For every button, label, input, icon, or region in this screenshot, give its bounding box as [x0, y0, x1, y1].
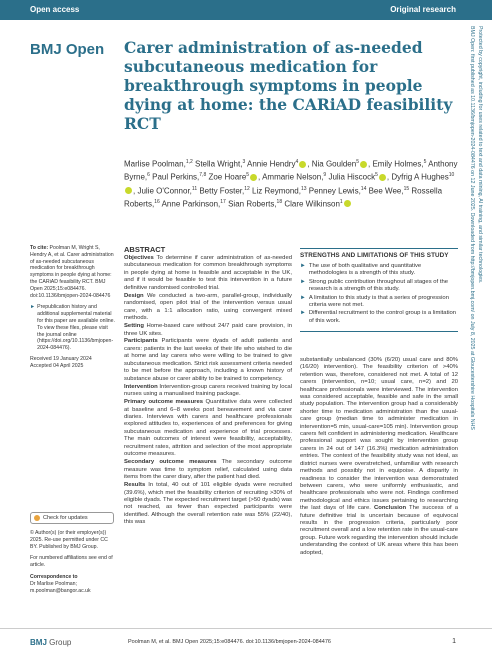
author-name: Stella Wright,: [195, 159, 243, 169]
abstract-section-label: Setting: [124, 323, 144, 330]
affiliations-note: For numbered affiliations see end of article.: [30, 555, 113, 569]
orcid-icon[interactable]: [299, 161, 306, 168]
orcid-icon[interactable]: [344, 200, 351, 207]
abstract-section-text: Intervention-group carers received training by local nurses using a manualised training package.: [124, 383, 292, 398]
abstract-section-label: Results: [124, 482, 146, 489]
author-affiliation: 15: [403, 185, 410, 192]
correspondence-label: Correspondence to: [30, 573, 78, 580]
author-name: Nia Goulden: [311, 159, 357, 169]
vertical-margin-notice: [463, 26, 487, 626]
sidebar-notes: [30, 530, 116, 599]
abstract-section-text: Home-based care without 24/7 paid care provision, in three UK sites.: [124, 323, 292, 337]
page-footer: [0, 628, 492, 655]
abstract-section: [124, 255, 292, 292]
abstract-section-text: Quantitative data were collected at baseline and 6–8 weeks post bereavement and via carer diaries. Interviews with carers and healthcare professionals explored attitudes to, experiences of and preferences for giving subcutaneous medication and experience of trial processes. The main outcomes of interest were feasibility, acceptability, recruitment rates, attrition and selection of the most appropriate outcome measures.: [124, 399, 292, 458]
abstract-section: [124, 293, 292, 323]
triangle-bullet-icon: ►: [30, 304, 36, 311]
bmj-group-logo: [30, 638, 71, 647]
key-point-text: Differential recruitment to the control group is a limitation of this work.: [308, 310, 457, 324]
accepted-date: Accepted 04 April 2025: [30, 362, 84, 369]
abstract-section: [124, 482, 292, 527]
top-banner: [0, 0, 492, 20]
author-name: Dyfrig A Hughes: [391, 172, 449, 182]
author-affiliation: 6: [147, 172, 150, 179]
open-access-label: Open access: [30, 5, 80, 14]
key-point-text: The use of both qualitative and quantitative methodologies is a strength of this study.: [308, 263, 422, 277]
orcid-icon[interactable]: [379, 174, 386, 181]
author-affiliation: 12: [244, 185, 250, 192]
abstract-section: [124, 338, 292, 383]
logo-rest: Group: [46, 638, 72, 647]
abstract-section-label: Intervention: [124, 383, 158, 390]
author-list: Marlise Poolman,$^{1,2}$ Stella Wright,$^3$ Annie Hendry$^4$ , Nia Goulden$^5$ , Emily Holmes,$^5$ Anthony Byrne,$^6$ Paul Perkins,$^{7,8}$ Zoe Hoare$^5$ , Ammarie Nelson,$^9$ Julia Hiscock$^5$ , Dyfrig A Hughes$^{10}$, Julie O'Connor,$^{11}$ Betty Foster,$^{12}$ Liz Reymond,$^{13}$ Penney Lewis,$^{14}$ Bee Wee,$^{15}$ Rossella Roberts,$^{16}$ Anne Parkinson,$^{17}$ Sian Roberts,$^{18}$ Clare Wilkinson$^1$: [124, 159, 458, 209]
key-point-text: A limitation to this study is that a series of progression criteria were not met.: [308, 294, 449, 309]
author-affiliation: 14: [360, 185, 367, 192]
abstract-section-label: Design: [124, 292, 144, 299]
author-name: Julia Hiscock: [328, 172, 376, 182]
author-name: Rossella Roberts,: [124, 186, 443, 209]
abstract-section: [124, 399, 292, 459]
author-affiliation: 5: [375, 172, 378, 179]
download-notice: BMJ Open: first published as 10.1136/bmjopen-2024-084476 on 12 June 2025. Downloaded from http://bmjopen.bmj.com/ on July 8, 2025 at Gloucestershire Hospitals NHS: [469, 26, 475, 430]
author-affiliation: 5: [246, 172, 250, 179]
article-type-label: Original research: [390, 5, 456, 14]
author-affiliation: 5: [356, 159, 359, 165]
abstract-section-label: Primary outcome measures: [124, 399, 204, 406]
abstract-section: [124, 459, 292, 481]
author-affiliation: 4: [295, 159, 299, 165]
author-name: Penney Lewis,: [308, 186, 361, 196]
conclusion-text: The success of a future definitive trial is uncertain because of equivocal results in the progression criteria, particularly poor recruitment overall and a low retention rate in the usual-care group. Future work regarding the intervention should include understanding the context of UK areas where this has been adopted,: [300, 505, 458, 556]
author-affiliation: 11: [191, 185, 198, 192]
author-affiliation: 9: [323, 172, 327, 179]
triangle-bullet-icon: ►: [300, 310, 306, 317]
key-point-item: [300, 263, 458, 278]
author-name: Bee Wee,: [368, 186, 404, 196]
abstract-section-text: The secondary outcome measure was time to symptom relief, calculated using data items from the carer diary, after the patient had died.: [124, 459, 292, 481]
check-for-updates-button[interactable]: [30, 512, 114, 524]
abstract-section-text: To determine if carer administration of as-needed subcutaneous medication for common breakthrough symptoms in people dying at home is feasible and acceptable in the UK, and if it would be feasible to test this intervention in a future definitive randomised controlled trial.: [124, 255, 292, 291]
cite-label: To cite:: [30, 245, 49, 251]
triangle-bullet-icon: ►: [300, 278, 306, 285]
key-point-item: [300, 279, 458, 294]
correspondence-email[interactable]: m.poolman@bangor.ac.uk: [30, 587, 91, 594]
author-affiliation: 1: [339, 198, 343, 205]
orcid-icon[interactable]: [250, 174, 257, 181]
author-affiliation: 1,2: [185, 159, 193, 165]
prepub-text: Prepublication history and additional supplemental material for this paper are available online. To view these files, please visit the journal online (https://doi.org/10.1136/bmjopen-2024-084476).: [37, 304, 116, 352]
author-name: Anthony Byrne,: [124, 159, 458, 182]
author-name: Marlise Poolman,: [124, 159, 186, 169]
author-affiliation: 3: [242, 159, 246, 165]
author-name: Annie Hendry: [247, 159, 296, 169]
prepub-note: [30, 304, 116, 352]
author-affiliation: 18: [276, 198, 283, 205]
footer-citation: Poolman M, et al. BMJ Open 2025;15:e084476. doi:10.1136/bmjopen-2024-084476: [128, 639, 331, 645]
orcid-icon[interactable]: [360, 161, 367, 168]
box-heading: STRENGTHS AND LIMITATIONS OF THIS STUDY: [300, 252, 449, 259]
author-name: Sian Roberts,: [228, 199, 277, 209]
author-name: Anne Parkinson,: [161, 199, 221, 209]
copyright-note: © Author(s) (or their employer(s)) 2025. Re-use permitted under CC BY. Published by BMJ Group.: [30, 530, 108, 550]
author-affiliation: 7,8: [199, 172, 207, 179]
key-point-item: [300, 295, 458, 310]
abstract-body: [124, 255, 292, 527]
author-name: Julie O'Connor,: [137, 186, 192, 196]
article-title: Carer administration of as-needed subcutaneous medication for breakthrough symptoms in people dying at home: the CARiAD feasibility RCT: [124, 38, 453, 133]
orcid-icon[interactable]: [125, 187, 132, 194]
abstract-continued: [300, 357, 458, 557]
correspondence: [30, 574, 116, 594]
author-affiliation: 13: [300, 185, 307, 192]
check-updates-label: Check for updates: [43, 515, 88, 521]
author-name: Zoe Hoare: [208, 172, 247, 182]
abstract-section-label: Participants: [124, 338, 158, 345]
cite-text: Poolman M, Wright S, Hendry A, et al. Carer administration of as-needed subcutaneous medication for breakthrough symptoms in people dying at home: the CARiAD feasibility RCT. BMJ Open 2025;15:e084476. doi:10.1136/bmjopen-2024-084476: [30, 245, 114, 299]
strengths-limitations-box: [300, 248, 458, 332]
author-affiliation: 10: [448, 172, 455, 179]
author-name: Paul Perkins,: [152, 172, 200, 182]
abstract-section-text: We conducted a two-arm, parallel-group, individually randomised, open pilot trial of the intervention versus usual care, with a 1:1 allocation ratio, using convergent mixed methods.: [124, 292, 292, 322]
abstract-section-label: Secondary outcome measures: [124, 459, 217, 466]
logo-bold: BMJ: [30, 638, 47, 647]
page-number: 1: [452, 638, 456, 645]
author-affiliation: 17: [220, 198, 226, 205]
check-updates-icon: [34, 515, 40, 521]
abstract-section: [124, 384, 292, 399]
conclusion-label: Conclusion: [373, 505, 407, 512]
article-info-sidebar: [30, 245, 116, 370]
abstract-section-label: Objectives: [124, 255, 154, 261]
author-name: Betty Foster,: [199, 186, 245, 196]
key-points-list: [300, 263, 458, 325]
journal-name: BMJ Open: [30, 41, 105, 58]
abstract-section-text: In total, 40 out of 101 eligible dyads were recruited (39.6%), which met the feasibility criterion of recruiting >30% of eligible dyads. The expected recruitment target (>50 dyads) was not reached, as fewer than expected participants were identified. Although the overall retention rate was 55% (22/40), this was: [124, 482, 292, 526]
triangle-bullet-icon: ►: [300, 263, 306, 269]
key-point-text: Strong public contribution throughout all stages of the research is a strength of this study.: [308, 278, 449, 293]
author-name: Emily Holmes,: [372, 159, 424, 169]
author-name: Clare Wilkinson: [284, 199, 340, 209]
abstract-section-text: Participants were dyads of adult patients and carers: patients in the last weeks of their life who wished to die at home and lay carers who were willing to be trained to give subcutaneous medication. Strict risk assessment criteria needed to be met before the approach, including a known history of substance abuse or carer ability to be trained to competency.: [124, 338, 292, 382]
triangle-bullet-icon: ►: [300, 294, 306, 301]
copyright-notice: Protected by copyright, including for uses related to text and data mining, AI training, and similar technologies.: [477, 26, 483, 284]
received-date: Received 19 January 2024: [30, 355, 92, 362]
abstract-heading: ABSTRACT: [124, 245, 166, 254]
author-name: Liz Reymond,: [252, 186, 301, 196]
results-continued: substantially unbalanced (30% (6/20) usual care and 80% (16/20) intervention). The feasibility criterion of >40% retention was, therefore, considered not met. A total of 12 carers (intervention, n=10; usual care, n=2) and 20 healthcare professionals were interviewed. The intervention was considered acceptable, feasible and safe in the small study population. The intervention group had a considerably shorter time to medication administration than the usual-care group (median time to administer medication in intervention=5 min, usual-care=105 min). Intervention group carers felt confident in administering medication. Healthcare professional support was sought by intervention group carers in 24 out of 147 (16.3%) medication administration entries. The context of the feasibility study was not ideal, as district nurses were overstretched, unfamiliar with research methods and possibly not in equipoise. A disparity in readiness to consider the intervention was demonstrated between carers, who were uniformly enthusiastic, and healthcare professionals who were not. Findings confirmed methodological and ethics issues pertaining to researching the last days of life care.: [300, 357, 458, 512]
author-name: Ammarie Nelson,: [262, 172, 324, 182]
author-affiliation: 16: [154, 198, 160, 205]
key-point-item: [300, 310, 458, 325]
abstract-section: [124, 323, 292, 338]
author-affiliation: 5: [423, 159, 427, 165]
correspondence-name: Dr Marlise Poolman;: [30, 580, 77, 587]
